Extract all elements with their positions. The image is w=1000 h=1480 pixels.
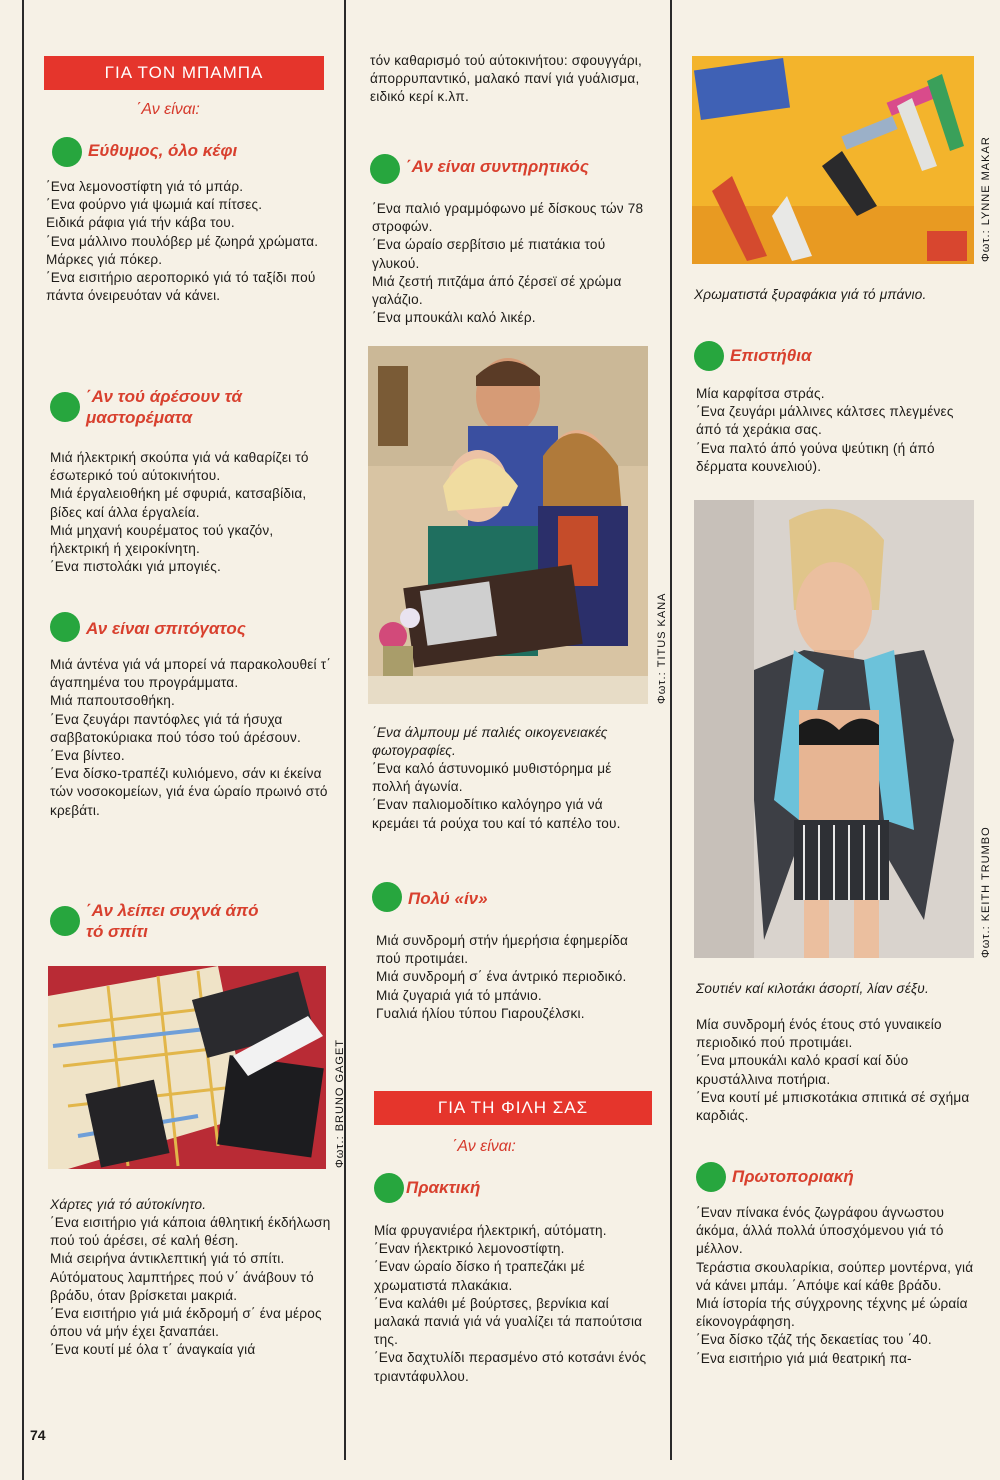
photo-caption: Σουτιέν καί κιλοτάκι άσορτί, λίαν σέξυ. — [696, 981, 929, 996]
body-text: ΄Ενα παλιό γραμμόφωνο μέ δίσκους τών 78 στροφών. ΄Ενα ώραίο σερβίτσιο μέ πιατάκια τού γλυκού. Μιά ζεστή πιτζάμα άπό ζέρσεϊ σέ χρώμα γαλάζιο. ΄Ενα μπουκάλι καλό λικέρ. — [372, 201, 644, 326]
body-text: ΄Εναν πίνακα ένός ζωγράφου άγνωστου άκόμα, άλλά πολλά ύποσχόμενου γιά τό μέλλον. Τεράστια σκουλαρίκια, σούπερ μοντέρνα, γιά νά κάνει μπάμ. ΄Απόψε καί κάθε βράδυ. Μιά ίστορία τής σύγχρονης τέχνης μέ ώραία είκονογράφηση. ΄Ενα δίσκο τζάζ τής δεκαετίας του ΄40. ΄Ενα εισιτήριο γιά μιά θεατρική πα- — [696, 1205, 974, 1366]
body-text: ΄Ενα εισιτήριο γιά κάποια άθλητική έκδήλωση πού τού άρέσει, σέ καλή θέση. Μιά σειρήνα άντικλεπτική γιά τό σπίτι. Αύτόματους λαμπτήρες πού ν΄ άνάβουν τό βράδυ, όταν βρίσκεται μακριά. ΄Ενα εισιτήριο γιά μιά έκδρομή σ΄ ένα μέρος όπου νά μήν έχει ξαναπάει. ΄Ενα κουτί μέ όλα τ΄ άναγκαία γιά — [50, 1215, 331, 1358]
heading-text: Πρακτική — [406, 1178, 481, 1197]
family-illustration — [368, 346, 648, 704]
heading-chest-gifts — [694, 341, 974, 371]
razors-photo — [692, 56, 974, 264]
body-text: Μιά συνδρομή στήν ήμερήσια έφημερίδα πού προτιμάει. Μιά συνδρομή σ΄ ένα άντρικό περιοδικό. Μιά ζυγαριά γιά τό μπάνιο. Γυαλιά ήλίου τύπου Γιαρουζέλσκι. — [376, 933, 629, 1021]
green-bullet-icon — [50, 612, 80, 642]
green-bullet-icon — [52, 137, 82, 167]
body-text: Μία καρφίτσα στράς. ΄Ενα ζευγάρι μάλλινες κάλτσες πλεγμένες άπό τά χεράκια σας. ΄Ενα παλτό άπό γούνα ψεύτικη (ή άπό δέρματα κουνελιού). — [696, 386, 954, 474]
photo-caption: Χρωματιστά ξυραφάκια γιά τό μπάνιο. — [694, 287, 927, 302]
if-is-label: ΄Αν είναι: — [452, 1138, 516, 1155]
green-bullet-icon — [374, 1173, 404, 1203]
maps-illustration — [48, 966, 326, 1169]
heading-trendy — [372, 882, 652, 912]
section-banner-dad: ΓΙΑ ΤΟΝ ΜΠΑΜΠΑ — [44, 56, 324, 90]
green-bullet-icon — [50, 392, 80, 422]
body-text: Μία συνδρομή ένός έτους στό γυναικείο περιοδικό πού προτιμάει. ΄Ενα μπουκάλι καλό κρασί καί δύο κρυστάλλινα ποτήρια. ΄Ενα κουτί μέ μπισκοτάκια σπιτικά σέ σχήμα καρδιάς. — [696, 1017, 970, 1124]
razors-illustration — [692, 56, 974, 264]
heading-text: ΄Αν είναι συντηρητικός — [406, 157, 589, 176]
column-divider-2 — [670, 0, 672, 1460]
heading-text: Επιστήθια — [730, 346, 812, 365]
body-text: τόν καθαρισμό τού αύτοκινήτου: σφουγγάρι, άπορρυπαντικό, μαλακό πανί γιά γυάλισμα, ειδικό κερί κ.λπ. — [370, 53, 642, 105]
green-bullet-icon — [696, 1162, 726, 1192]
body-text: ΄Ενα λεμονοστίφτη γιά τό μπάρ. ΄Ενα φούρνο γιά ψωμιά καί πίτσες. Ειδικά ράφια γιά τήν κάβα του. ΄Ενα μάλλινο πουλόβερ μέ ζωηρά χρώματα. Μάρκες γιά πόκερ. ΄Ενα εισιτήριο αεροπορικό γιά τό ταξίδι πού πάντα όνειρευόταν νά κάνει. — [46, 179, 319, 304]
green-bullet-icon — [372, 882, 402, 912]
body-text: ΄Ενα καλό άστυνομικό μυθιστόρημα μέ πολλή άγωνία. ΄Εναν παλιομοδίτικο καλόγηρο γιά νά κρεμάει τά ρούχα του καί τό καπέλο του. — [372, 761, 621, 831]
body-text: Μιά άντένα γιά νά μπορεί νά παρακολουθεί τ΄ άγαπημένα του προγράμματα. Μιά παπουτσοθήκη. ΄Ενα ζευγάρι παντόφλες γιά τά ήσυχα σαββατοκύριακα πού τόσο τού άρέσουν. ΄Ενα βίντεο. ΄Ενα δίσκο-τραπέζι κυλιόμενο, σάν κι έκείνα τών νοσοκομείων, γιά ένα ώραίο πρωινό στό κρεβάτι. — [50, 657, 332, 818]
body-text: Μιά ήλεκτρική σκούπα γιά νά καθαρίζει τό έσωτερικό τού αύτοκινήτου. Μιά έργαλειοθήκη μέ σφυριά, κατσαβίδια, βίδες καί άλλα έργαλεία. Μιά μηχανή κουρέματος τού γκαζόν, ήλεκτρική ή χειροκίνητη. ΄Ενα πιστολάκι γιά μπογιές. — [50, 450, 309, 575]
heading-text: ΄Αν τού άρέσουν τά μαστορέματα — [86, 387, 243, 427]
lingerie-photo — [694, 500, 974, 958]
lingerie-illustration — [694, 500, 974, 958]
photo-credit: Φωτ.: TITUS KANA — [656, 592, 668, 704]
column-divider-left — [22, 0, 24, 1480]
heading-text: Εύθυμος, όλο κέφι — [88, 141, 238, 160]
if-is-label: ΄Αν είναι: — [136, 101, 200, 118]
photo-caption: ΄Ενα άλμπουμ μέ παλιές οικογενειακές φωτογραφίες. — [372, 725, 608, 759]
photo-credit: Φωτ.: LYNNE MAKAR — [980, 136, 992, 262]
body-text: Μία φρυγανιέρα ήλεκτρική, αύτόματη. ΄Εναν ήλεκτρικό λεμονοστίφτη. ΄Εναν ώραίο δίσκο ή τραπεζάκι μέ χρωματιστά πλακάκια. ΄Ενα καλάθι μέ βούρτσες, βερνίκια καί μαλακά πανιά γιά νά γυαλίζει τά παπούτσια της. ΄Ενα δαχτυλίδι περασμένο στό κοτσάνι ένός τριαντάφυλλου. — [374, 1223, 647, 1384]
photo-caption: Χάρτες γιά τό αύτοκίνητο. — [50, 1197, 207, 1212]
photo-credit: Φωτ.: BRUNO GAGET — [334, 1038, 346, 1168]
heading-text: Αν είναι σπιτόγατος — [86, 619, 246, 638]
green-bullet-icon — [50, 906, 80, 936]
heading-diy — [50, 386, 310, 428]
heading-text: Πρωτοποριακή — [732, 1167, 854, 1186]
photo-credit: Φωτ.: KEITH TRUMBO — [980, 826, 992, 958]
heading-text: Πολύ «ίν» — [408, 889, 488, 908]
heading-avantgarde — [696, 1162, 976, 1192]
family-album-photo — [368, 346, 648, 704]
heading-away — [50, 900, 310, 942]
page-number: 74 — [30, 1427, 46, 1443]
column-divider-1 — [344, 0, 346, 1460]
heading-practical — [374, 1173, 654, 1203]
heading-homebody — [50, 612, 330, 642]
green-bullet-icon — [694, 341, 724, 371]
heading-cheerful — [52, 137, 332, 167]
heading-conservative — [370, 154, 660, 184]
maps-photo — [48, 966, 326, 1169]
green-bullet-icon — [370, 154, 400, 184]
heading-text: ΄Αν λείπει συχνά άπό τό σπίτι — [86, 901, 259, 941]
section-banner-girlfriend: ΓΙΑ ΤΗ ΦΙΛΗ ΣΑΣ — [374, 1091, 652, 1125]
